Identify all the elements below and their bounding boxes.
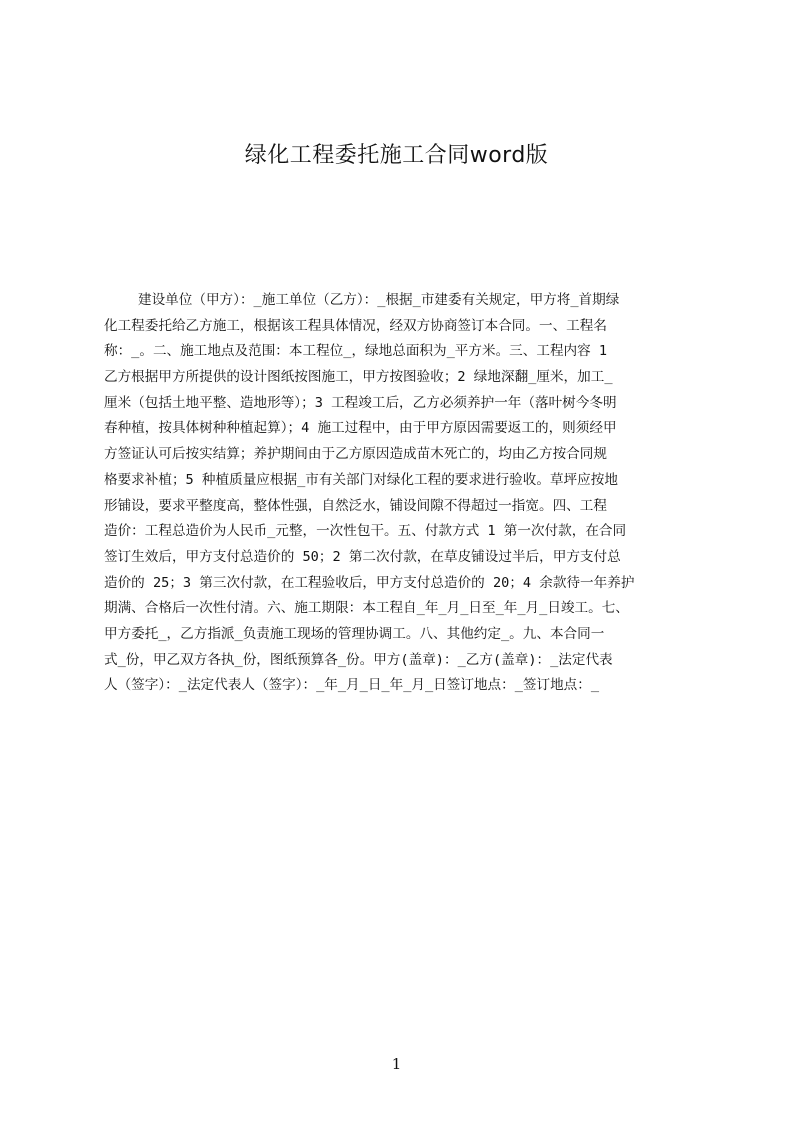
body-line: 期满、合格后一次性付清。六、施工期限：本工程自_年_月_日至_年_月_日竣工。七、 [104, 600, 629, 617]
body-line: 建设单位（甲方）：_施工单位（乙方）：_根据_市建委有关规定，甲方将_首期绿 [138, 292, 620, 308]
body-line: 格要求补植；5 种植质量应根据_市有关部门对绿化工程的要求进行验收。草坪应按地 [104, 471, 618, 488]
body-line: 人（签字）：_法定代表人（签字）：_年_月_日_年_月_日签订地点：_签订地点：_ [104, 677, 600, 694]
body-line: 造价：工程总造价为人民币_元整，一次性包干。五、付款方式 1 第一次付款，在合同 [104, 523, 627, 540]
body-line: 甲方委托_，乙方指派_负责施工现场的管理协调工。八、其他约定_。九、本合同一 [104, 625, 605, 642]
body-line: 厘米（包括土地平整、造地形等）；3 工程竣工后，乙方必须养护一年（落叶树今冬明 [104, 394, 617, 411]
body-line: 化工程委托给乙方施工，根据该工程具体情况，经双方协商签订本合同。一、工程名 [104, 317, 607, 334]
body-line: 式_份，甲乙双方各执_份，图纸预算各_份。甲方(盖章)：_乙方(盖章)：_法定代表 [104, 651, 613, 668]
page-number: 1 [391, 1055, 402, 1073]
document-title: 绿化工程委托施工合同word版 [244, 143, 549, 168]
body-line: 方签证认可后按实结算；养护期间由于乙方原因造成苗木死亡的，均由乙方按合同规 [104, 446, 607, 463]
body-line: 乙方根据甲方所提供的设计图纸按图施工，甲方按图验收；2 绿地深翻_厘米，加工_ [104, 369, 613, 386]
body-line: 签订生效后，甲方支付总造价的 50；2 第二次付款，在草皮铺设过半后，甲方支付总 [104, 548, 621, 565]
body-line: 称：_。二、施工地点及范围：本工程位_，绿地总面积为_平方米。三、工程内容 1 [104, 343, 608, 360]
body-line: 春种植，按具体树种种植起算）；4 施工过程中，由于甲方原因需要返工的，则须经甲 [104, 420, 617, 437]
body-line: 形铺设，要求平整度高，整体性强，自然泛水，铺设间隙不得超过一指宽。四、工程 [104, 497, 607, 514]
contract-body [104, 288, 697, 699]
body-line: 造价的 25；3 第三次付款，在工程验收后，甲方支付总造价的 20；4 余款待一年养护 [104, 574, 635, 591]
